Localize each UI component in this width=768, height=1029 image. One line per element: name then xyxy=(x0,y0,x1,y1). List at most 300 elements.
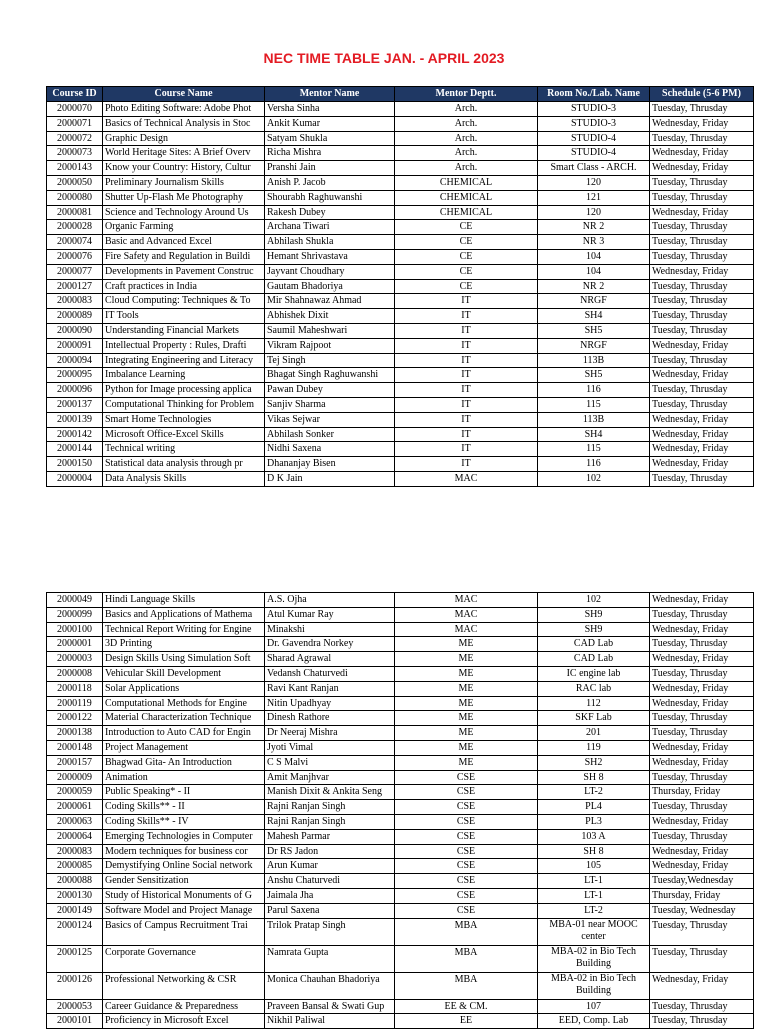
course-name-cell: Coding Skills** - II xyxy=(103,800,265,815)
schedule-cell: Wednesday, Friday xyxy=(650,740,754,755)
room-cell: 121 xyxy=(538,190,650,205)
table-row xyxy=(47,323,754,338)
course-name-cell: Organic Farming xyxy=(103,220,265,235)
course-id-cell: 2000099 xyxy=(47,607,103,622)
mentor-name-cell: Manish Dixit & Ankita Seng xyxy=(265,785,395,800)
mentor-name-cell: Richa Mishra xyxy=(265,146,395,161)
table-row xyxy=(47,235,754,250)
mentor-name-cell: Anshu Chaturvedi xyxy=(265,874,395,889)
course-name-cell: Cloud Computing: Techniques & To xyxy=(103,294,265,309)
schedule-cell: Tuesday, Wednesday xyxy=(650,903,754,918)
schedule-cell: Wednesday, Friday xyxy=(650,427,754,442)
table-row xyxy=(47,309,754,324)
mentor-name-cell: Ankit Kumar xyxy=(265,116,395,131)
header-room: Room No./Lab. Name xyxy=(538,87,650,102)
table-row xyxy=(47,711,754,726)
mentor-dept-cell: IT xyxy=(395,412,538,427)
room-cell: NRGF xyxy=(538,338,650,353)
mentor-dept-cell: MBA xyxy=(395,972,538,999)
course-name-cell: Animation xyxy=(103,770,265,785)
course-id-cell: 2000070 xyxy=(47,102,103,117)
header-mentor-name: Mentor Name xyxy=(265,87,395,102)
mentor-name-cell: Mahesh Parmar xyxy=(265,829,395,844)
room-cell: 102 xyxy=(538,593,650,608)
mentor-name-cell: Pawan Dubey xyxy=(265,383,395,398)
mentor-name-cell: Satyam Shukla xyxy=(265,131,395,146)
course-id-cell: 2000088 xyxy=(47,874,103,889)
table-row xyxy=(47,814,754,829)
table-row xyxy=(47,696,754,711)
schedule-cell: Thursday, Friday xyxy=(650,888,754,903)
room-cell: IC engine lab xyxy=(538,666,650,681)
mentor-dept-cell: IT xyxy=(395,397,538,412)
course-name-cell: Emerging Technologies in Computer xyxy=(103,829,265,844)
mentor-dept-cell: ME xyxy=(395,666,538,681)
course-name-cell: Study of Historical Monuments of G xyxy=(103,888,265,903)
schedule-cell: Tuesday, Thrusday xyxy=(650,102,754,117)
room-cell: SH4 xyxy=(538,427,650,442)
header-course-id: Course ID xyxy=(47,87,103,102)
mentor-name-cell: Atul Kumar Ray xyxy=(265,607,395,622)
mentor-dept-cell: ME xyxy=(395,740,538,755)
mentor-name-cell: Nitin Upadhyay xyxy=(265,696,395,711)
mentor-name-cell: Rajni Ranjan Singh xyxy=(265,814,395,829)
course-id-cell: 2000089 xyxy=(47,309,103,324)
room-cell: 105 xyxy=(538,859,650,874)
table-row xyxy=(47,397,754,412)
course-name-cell: Microsoft Office-Excel Skills xyxy=(103,427,265,442)
room-cell: 116 xyxy=(538,383,650,398)
course-id-cell: 2000061 xyxy=(47,800,103,815)
table-row xyxy=(47,205,754,220)
schedule-cell: Tuesday, Thrusday xyxy=(650,471,754,486)
course-name-cell: Demystifying Online Social network xyxy=(103,859,265,874)
table-row xyxy=(47,800,754,815)
mentor-dept-cell: CSE xyxy=(395,844,538,859)
mentor-dept-cell: Arch. xyxy=(395,131,538,146)
schedule-cell: Tuesday, Thrusday xyxy=(650,235,754,250)
course-name-cell: Shutter Up-Flash Me Photography xyxy=(103,190,265,205)
table-row xyxy=(47,220,754,235)
course-name-cell: Smart Home Technologies xyxy=(103,412,265,427)
course-name-cell: Integrating Engineering and Literacy xyxy=(103,353,265,368)
mentor-dept-cell: CSE xyxy=(395,785,538,800)
mentor-dept-cell: IT xyxy=(395,294,538,309)
mentor-dept-cell: ME xyxy=(395,755,538,770)
course-name-cell: Material Characterization Technique xyxy=(103,711,265,726)
mentor-dept-cell: MAC xyxy=(395,471,538,486)
course-id-cell: 2000090 xyxy=(47,323,103,338)
course-name-cell: Software Model and Project Manage xyxy=(103,903,265,918)
table-row xyxy=(47,294,754,309)
schedule-cell: Tuesday, Thrusday xyxy=(650,397,754,412)
table-row xyxy=(47,368,754,383)
mentor-name-cell: Anish P. Jacob xyxy=(265,175,395,190)
course-name-cell: Fire Safety and Regulation in Buildi xyxy=(103,249,265,264)
table-row xyxy=(47,859,754,874)
course-name-cell: Proficiency in Microsoft Excel xyxy=(103,1014,265,1029)
schedule-cell: Wednesday, Friday xyxy=(650,412,754,427)
room-cell: 201 xyxy=(538,726,650,741)
room-cell: SH5 xyxy=(538,323,650,338)
course-id-cell: 2000081 xyxy=(47,205,103,220)
course-name-cell: Intellectual Property : Rules, Drafti xyxy=(103,338,265,353)
mentor-name-cell: A.S. Ojha xyxy=(265,593,395,608)
mentor-dept-cell: CE xyxy=(395,264,538,279)
table-row xyxy=(47,102,754,117)
table-row xyxy=(47,740,754,755)
course-id-cell: 2000148 xyxy=(47,740,103,755)
table-row xyxy=(47,622,754,637)
mentor-name-cell: Ravi Kant Ranjan xyxy=(265,681,395,696)
course-name-cell: Career Guidance & Preparedness xyxy=(103,999,265,1014)
schedule-cell: Tuesday, Thrusday xyxy=(650,829,754,844)
schedule-cell: Tuesday, Thrusday xyxy=(650,309,754,324)
mentor-dept-cell: ME xyxy=(395,637,538,652)
mentor-name-cell: Minakshi xyxy=(265,622,395,637)
table-row xyxy=(47,770,754,785)
room-cell: STUDIO-3 xyxy=(538,102,650,117)
room-cell: 103 A xyxy=(538,829,650,844)
course-id-cell: 2000119 xyxy=(47,696,103,711)
course-id-cell: 2000124 xyxy=(47,918,103,945)
mentor-dept-cell: Arch. xyxy=(395,146,538,161)
schedule-cell: Tuesday, Thrusday xyxy=(650,353,754,368)
schedule-cell: Thursday, Friday xyxy=(650,785,754,800)
table-row xyxy=(47,116,754,131)
mentor-name-cell: Pranshi Jain xyxy=(265,161,395,176)
course-id-cell: 2000003 xyxy=(47,652,103,667)
room-cell: CAD Lab xyxy=(538,652,650,667)
course-name-cell: Preliminary Journalism Skills xyxy=(103,175,265,190)
mentor-dept-cell: ME xyxy=(395,696,538,711)
mentor-dept-cell: CSE xyxy=(395,903,538,918)
course-name-cell: Statistical data analysis through pr xyxy=(103,457,265,472)
schedule-cell: Wednesday, Friday xyxy=(650,116,754,131)
mentor-name-cell: Vedansh Chaturvedi xyxy=(265,666,395,681)
mentor-name-cell: Dr Neeraj Mishra xyxy=(265,726,395,741)
mentor-name-cell: Gautam Bhadoriya xyxy=(265,279,395,294)
course-id-cell: 2000122 xyxy=(47,711,103,726)
schedule-cell: Wednesday, Friday xyxy=(650,681,754,696)
mentor-dept-cell: MAC xyxy=(395,622,538,637)
table-row xyxy=(47,175,754,190)
room-cell: 107 xyxy=(538,999,650,1014)
room-cell: 116 xyxy=(538,457,650,472)
schedule-cell: Wednesday, Friday xyxy=(650,844,754,859)
schedule-cell: Tuesday, Thrusday xyxy=(650,1014,754,1029)
course-id-cell: 2000157 xyxy=(47,755,103,770)
course-id-cell: 2000094 xyxy=(47,353,103,368)
course-id-cell: 2000053 xyxy=(47,999,103,1014)
course-name-cell: Imbalance Learning xyxy=(103,368,265,383)
mentor-dept-cell: MBA xyxy=(395,918,538,945)
course-name-cell: Computational Methods for Engine xyxy=(103,696,265,711)
course-name-cell: Technical Report Writing for Engine xyxy=(103,622,265,637)
course-name-cell: Graphic Design xyxy=(103,131,265,146)
table-row xyxy=(47,427,754,442)
course-id-cell: 2000072 xyxy=(47,131,103,146)
course-id-cell: 2000127 xyxy=(47,279,103,294)
schedule-cell: Tuesday, Thrusday xyxy=(650,294,754,309)
mentor-name-cell: Sanjiv Sharma xyxy=(265,397,395,412)
schedule-cell: Wednesday, Friday xyxy=(650,972,754,999)
table-row xyxy=(47,190,754,205)
mentor-name-cell: Dhananjay Bisen xyxy=(265,457,395,472)
course-name-cell: Professional Networking & CSR xyxy=(103,972,265,999)
table-row xyxy=(47,999,754,1014)
course-name-cell: Understanding Financial Markets xyxy=(103,323,265,338)
course-name-cell: Bhagwad Gita- An Introduction xyxy=(103,755,265,770)
header-schedule: Schedule (5-6 PM) xyxy=(650,87,754,102)
mentor-dept-cell: IT xyxy=(395,323,538,338)
course-name-cell: Introduction to Auto CAD for Engin xyxy=(103,726,265,741)
table-row xyxy=(47,972,754,999)
mentor-name-cell: Bhagat Singh Raghuwanshi xyxy=(265,368,395,383)
mentor-name-cell: Abhishek Dixit xyxy=(265,309,395,324)
schedule-cell: Tuesday, Thrusday xyxy=(650,666,754,681)
table-row xyxy=(47,844,754,859)
table-row xyxy=(47,279,754,294)
course-id-cell: 2000049 xyxy=(47,593,103,608)
course-name-cell: Modern techniques for business cor xyxy=(103,844,265,859)
room-cell: SH 8 xyxy=(538,770,650,785)
header-course-name: Course Name xyxy=(103,87,265,102)
course-id-cell: 2000138 xyxy=(47,726,103,741)
course-name-cell: Public Speaking* - II xyxy=(103,785,265,800)
table-row xyxy=(47,874,754,889)
room-cell: NR 2 xyxy=(538,279,650,294)
room-cell: 115 xyxy=(538,397,650,412)
table-row xyxy=(47,726,754,741)
mentor-name-cell: Monica Chauhan Bhadoriya xyxy=(265,972,395,999)
room-cell: NR 2 xyxy=(538,220,650,235)
course-id-cell: 2000080 xyxy=(47,190,103,205)
room-cell: LT-2 xyxy=(538,903,650,918)
course-id-cell: 2000076 xyxy=(47,249,103,264)
room-cell: LT-1 xyxy=(538,874,650,889)
mentor-name-cell: D K Jain xyxy=(265,471,395,486)
schedule-cell: Tuesday, Thrusday xyxy=(650,800,754,815)
mentor-dept-cell: IT xyxy=(395,368,538,383)
table-row xyxy=(47,442,754,457)
mentor-dept-cell: IT xyxy=(395,353,538,368)
table-row xyxy=(47,888,754,903)
mentor-dept-cell: EE & CM. xyxy=(395,999,538,1014)
room-cell: PL3 xyxy=(538,814,650,829)
mentor-dept-cell: IT xyxy=(395,427,538,442)
mentor-name-cell: Jayvant Choudhary xyxy=(265,264,395,279)
room-cell: 120 xyxy=(538,175,650,190)
schedule-cell: Tuesday, Thrusday xyxy=(650,220,754,235)
course-name-cell: 3D Printing xyxy=(103,637,265,652)
mentor-dept-cell: ME xyxy=(395,652,538,667)
mentor-name-cell: Abhilash Shukla xyxy=(265,235,395,250)
course-name-cell: Design Skills Using Simulation Soft xyxy=(103,652,265,667)
mentor-name-cell: Amit Manjhvar xyxy=(265,770,395,785)
schedule-cell: Wednesday, Friday xyxy=(650,205,754,220)
mentor-dept-cell: CSE xyxy=(395,829,538,844)
mentor-dept-cell: IT xyxy=(395,457,538,472)
schedule-cell: Tuesday, Thrusday xyxy=(650,131,754,146)
schedule-cell: Wednesday, Friday xyxy=(650,368,754,383)
course-id-cell: 2000077 xyxy=(47,264,103,279)
mentor-dept-cell: ME xyxy=(395,681,538,696)
room-cell: SH 8 xyxy=(538,844,650,859)
course-name-cell: Hindi Language Skills xyxy=(103,593,265,608)
schedule-cell: Tuesday, Thrusday xyxy=(650,607,754,622)
course-id-cell: 2000118 xyxy=(47,681,103,696)
table-row xyxy=(47,637,754,652)
schedule-cell: Tuesday, Thrusday xyxy=(650,249,754,264)
schedule-cell: Tuesday, Thrusday xyxy=(650,383,754,398)
course-name-cell: Data Analysis Skills xyxy=(103,471,265,486)
course-name-cell: Coding Skills** - IV xyxy=(103,814,265,829)
course-name-cell: Corporate Governance xyxy=(103,945,265,972)
course-id-cell: 2000083 xyxy=(47,294,103,309)
mentor-name-cell: Vikram Rajpoot xyxy=(265,338,395,353)
mentor-dept-cell: ME xyxy=(395,711,538,726)
table-row xyxy=(47,607,754,622)
room-cell: 104 xyxy=(538,249,650,264)
mentor-name-cell: Sharad Agrawal xyxy=(265,652,395,667)
table-row xyxy=(47,593,754,608)
mentor-dept-cell: CE xyxy=(395,220,538,235)
mentor-dept-cell: CE xyxy=(395,279,538,294)
room-cell: RAC lab xyxy=(538,681,650,696)
table-row xyxy=(47,457,754,472)
course-id-cell: 2000144 xyxy=(47,442,103,457)
course-name-cell: IT Tools xyxy=(103,309,265,324)
table-row xyxy=(47,161,754,176)
table-row xyxy=(47,131,754,146)
mentor-name-cell: Tej Singh xyxy=(265,353,395,368)
room-cell: EED, Comp. Lab xyxy=(538,1014,650,1029)
schedule-cell: Tuesday, Thrusday xyxy=(650,918,754,945)
course-id-cell: 2000008 xyxy=(47,666,103,681)
mentor-name-cell: Parul Saxena xyxy=(265,903,395,918)
mentor-name-cell: Dr. Gavendra Norkey xyxy=(265,637,395,652)
mentor-dept-cell: Arch. xyxy=(395,116,538,131)
room-cell: 112 xyxy=(538,696,650,711)
course-id-cell: 2000050 xyxy=(47,175,103,190)
course-name-cell: Developments in Pavement Construc xyxy=(103,264,265,279)
mentor-dept-cell: CHEMICAL xyxy=(395,190,538,205)
course-id-cell: 2000073 xyxy=(47,146,103,161)
mentor-name-cell: Nidhi Saxena xyxy=(265,442,395,457)
course-name-cell: Basics and Applications of Mathema xyxy=(103,607,265,622)
mentor-dept-cell: EE xyxy=(395,1014,538,1029)
course-name-cell: Gender Sensitization xyxy=(103,874,265,889)
table-row xyxy=(47,903,754,918)
course-id-cell: 2000063 xyxy=(47,814,103,829)
table-row xyxy=(47,264,754,279)
course-name-cell: World Heritage Sites: A Brief Overv xyxy=(103,146,265,161)
table-row xyxy=(47,652,754,667)
mentor-name-cell: Abhilash Sonker xyxy=(265,427,395,442)
mentor-name-cell: Jyoti Vimal xyxy=(265,740,395,755)
room-cell: 115 xyxy=(538,442,650,457)
mentor-name-cell: Trilok Pratap Singh xyxy=(265,918,395,945)
course-id-cell: 2000101 xyxy=(47,1014,103,1029)
schedule-cell: Wednesday, Friday xyxy=(650,593,754,608)
mentor-dept-cell: CSE xyxy=(395,770,538,785)
timetable-part-1 xyxy=(46,86,754,487)
table-row xyxy=(47,1014,754,1029)
schedule-cell: Tuesday, Thrusday xyxy=(650,945,754,972)
course-id-cell: 2000137 xyxy=(47,397,103,412)
mentor-dept-cell: IT xyxy=(395,383,538,398)
schedule-cell: Wednesday, Friday xyxy=(650,338,754,353)
course-name-cell: Computational Thinking for Problem xyxy=(103,397,265,412)
table-row xyxy=(47,383,754,398)
table-row xyxy=(47,471,754,486)
room-cell: MBA-02 in Bio Tech Building xyxy=(538,945,650,972)
mentor-name-cell: Saumil Maheshwari xyxy=(265,323,395,338)
mentor-name-cell: Vikas Sejwar xyxy=(265,412,395,427)
mentor-dept-cell: CSE xyxy=(395,874,538,889)
room-cell: STUDIO-3 xyxy=(538,116,650,131)
table-row xyxy=(47,755,754,770)
course-name-cell: Python for Image processing applica xyxy=(103,383,265,398)
page-title: NEC TIME TABLE JAN. - APRIL 2023 xyxy=(263,50,505,66)
course-id-cell: 2000126 xyxy=(47,972,103,999)
room-cell: LT-2 xyxy=(538,785,650,800)
header-mentor-dept: Mentor Deptt. xyxy=(395,87,538,102)
room-cell: PL4 xyxy=(538,800,650,815)
course-id-cell: 2000142 xyxy=(47,427,103,442)
course-id-cell: 2000149 xyxy=(47,903,103,918)
header-row xyxy=(47,87,754,102)
course-name-cell: Know your Country: History, Cultur xyxy=(103,161,265,176)
schedule-cell: Wednesday, Friday xyxy=(650,457,754,472)
schedule-cell: Tuesday, Thrusday xyxy=(650,175,754,190)
table-row xyxy=(47,785,754,800)
table-row xyxy=(47,918,754,945)
course-name-cell: Project Management xyxy=(103,740,265,755)
mentor-dept-cell: IT xyxy=(395,309,538,324)
mentor-name-cell: Jaimala Jha xyxy=(265,888,395,903)
course-name-cell: Photo Editing Software: Adobe Phot xyxy=(103,102,265,117)
room-cell: SH5 xyxy=(538,368,650,383)
mentor-dept-cell: Arch. xyxy=(395,102,538,117)
schedule-cell: Tuesday, Thrusday xyxy=(650,190,754,205)
room-cell: STUDIO-4 xyxy=(538,146,650,161)
mentor-name-cell: Rakesh Dubey xyxy=(265,205,395,220)
table-row xyxy=(47,146,754,161)
schedule-cell: Wednesday, Friday xyxy=(650,652,754,667)
course-id-cell: 2000004 xyxy=(47,471,103,486)
course-name-cell: Science and Technology Around Us xyxy=(103,205,265,220)
course-id-cell: 2000143 xyxy=(47,161,103,176)
schedule-cell: Wednesday, Friday xyxy=(650,622,754,637)
mentor-dept-cell: CSE xyxy=(395,859,538,874)
course-id-cell: 2000095 xyxy=(47,368,103,383)
course-id-cell: 2000064 xyxy=(47,829,103,844)
mentor-dept-cell: MAC xyxy=(395,607,538,622)
mentor-name-cell: Nikhil Paliwal xyxy=(265,1014,395,1029)
mentor-name-cell: Rajni Ranjan Singh xyxy=(265,800,395,815)
course-id-cell: 2000125 xyxy=(47,945,103,972)
course-name-cell: Basics of Campus Recruitment Trai xyxy=(103,918,265,945)
mentor-dept-cell: CE xyxy=(395,249,538,264)
mentor-name-cell: Versha Sinha xyxy=(265,102,395,117)
course-id-cell: 2000096 xyxy=(47,383,103,398)
course-name-cell: Basic and Advanced Excel xyxy=(103,235,265,250)
mentor-dept-cell: CSE xyxy=(395,814,538,829)
mentor-dept-cell: CSE xyxy=(395,888,538,903)
schedule-cell: Wednesday, Friday xyxy=(650,442,754,457)
